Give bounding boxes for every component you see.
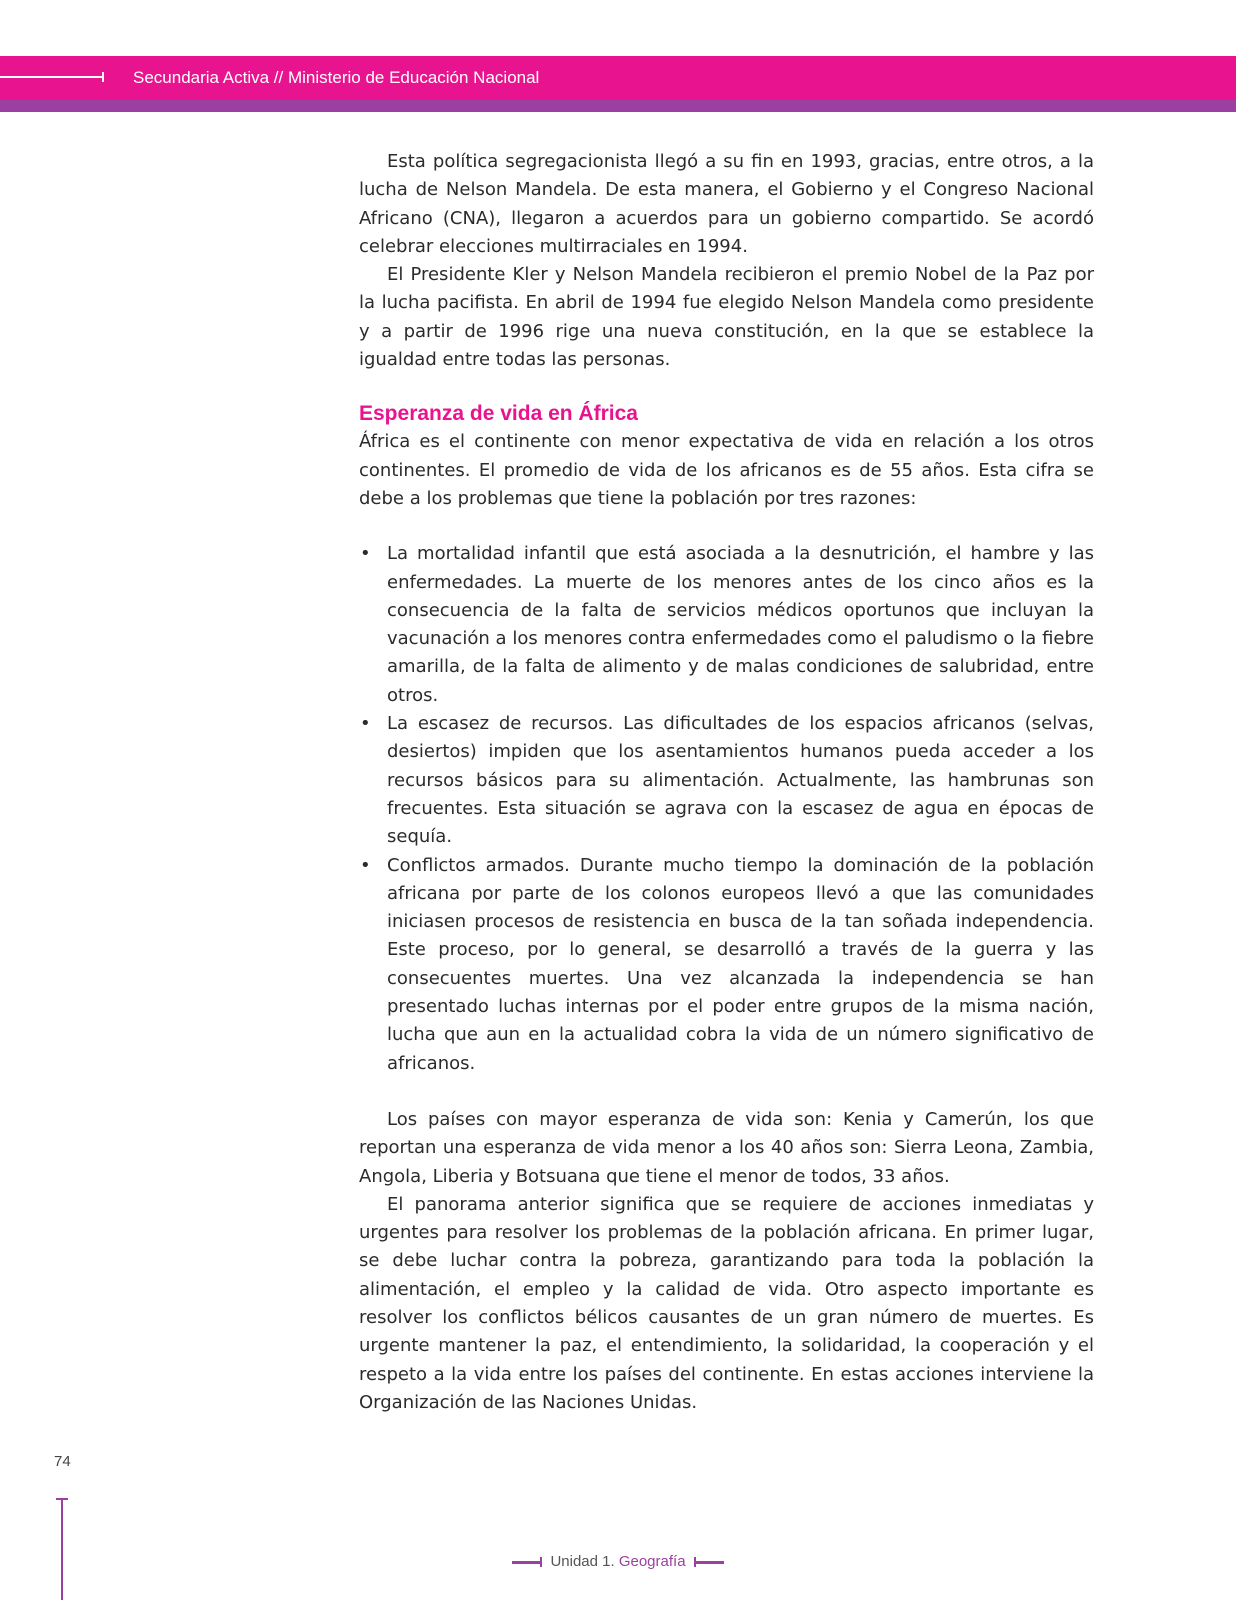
footer-rule-left	[512, 1561, 540, 1564]
footer-unit-subject: Geografía	[618, 1553, 686, 1570]
intro-paragraph-1: Esta política segregacionista llegó a su fin en 1993, gracias, entre otros, a la lucha de Nelson Mandela. De esta manera, el Gobierno y el Congreso Nacional Africano (CNA), llegaron a acuerdos para un gobierno compartido. Se acordó celebrar elecciones multirraciales en 1994.	[359, 151, 1094, 257]
header-rule	[0, 76, 104, 78]
header-title: Secundaria Activa // Ministerio de Educación Nacional	[133, 68, 540, 87]
page-number: 74	[54, 1453, 71, 1470]
header-stripe	[0, 100, 1236, 112]
intro-paragraph-2: El Presidente Kler y Nelson Mandela recibieron el premio Nobel de la Paz por la lucha pacifista. En abril de 1994 fue elegido Nelson Mandela como presidente y a partir de 1996 rige una nueva constitución, en la que se establece la igualdad entre todas las personas.	[359, 264, 1094, 371]
reasons-list	[359, 540, 1094, 1078]
bullet-icon: •	[360, 713, 371, 735]
footer	[0, 1552, 1236, 1572]
footer-tick-left	[540, 1557, 542, 1567]
bullet-icon: •	[360, 854, 371, 876]
list-item	[359, 540, 1094, 710]
section-title: Esperanza de vida en África	[359, 402, 638, 426]
footer-unit-label: Unidad 1.	[550, 1553, 615, 1570]
header-rule-tick	[102, 72, 104, 82]
closing-paragraph-1: Los países con mayor esperanza de vida son: Kenia y Camerún, los que reportan una esperanza de vida menor a los 40 años son: Sierra Leona, Zambia, Angola, Liberia y Botsuana que tiene el menor de todos, 33 años.	[359, 1108, 1094, 1187]
footer-unit	[550, 1553, 685, 1570]
list-item-text: Conflictos armados. Durante mucho tiempo la dominación de la población africana por parte de los colonos europeos llevó a que las comunidades iniciasen procesos de resistencia en busca de la tan soñada independencia. Este proceso, por lo general, se desarrolló a través de la guerra y las consecuentes muertes. Una vez alcanzada la independencia se han presentado luchas internas por el poder entre grupos de la misma nación, lucha que aun en la actualidad cobra la vida de un número significativo de africanos.	[387, 854, 1094, 1074]
spacer	[359, 1078, 1094, 1106]
side-rule-tick	[56, 1498, 68, 1500]
page-content	[359, 148, 1094, 1417]
closing-paragraph-2: El panorama anterior significa que se requiere de acciones inmediatas y urgentes para resolver los problemas de la población africana. En primer lugar, se debe luchar contra la pobreza, garantizando para toda la población la alimentación, el empleo y la calidad de vida. Otro aspecto importante es resolver los conflictos bélicos causantes de un gran número de muertes. Es urgente mantener la paz, el entendimiento, la solidaridad, la cooperación y el respeto a la vida entre los países del continente. En estas acciones interviene la Organización de las Naciones Unidas.	[359, 1193, 1094, 1413]
side-rule	[61, 1498, 63, 1600]
list-item-text: La mortalidad infantil que está asociada a la desnutrición, el hambre y las enfermedades. La muerte de los menores antes de los cinco años es la consecuencia de la falta de servicios médicos oportunos que incluyan la vacunación a los menores contra enfermedades como el paludismo o la fiebre amarilla, de la falta de alimento y de malas condiciones de salubridad, entre otros.	[387, 543, 1094, 706]
list-item	[359, 852, 1094, 1078]
footer-rule-right	[696, 1561, 724, 1564]
section-lead: África es el continente con menor expectativa de vida en relación a los otros continentes. El promedio de vida de los africanos es de 55 años. Esta cifra se debe a los problemas que tiene la población por tres razones:	[359, 431, 1094, 509]
bullet-icon: •	[360, 543, 371, 565]
list-item	[359, 710, 1094, 851]
list-item-text: La escasez de recursos. Las dificultades de los espacios africanos (selvas, desiertos) impiden que los asentamientos humanos pueda acceder a los recursos básicos para su alimentación. Actualmente, las hambrunas son frecuentes. Esta situación se agrava con la escasez de agua en épocas de sequía.	[387, 713, 1094, 848]
